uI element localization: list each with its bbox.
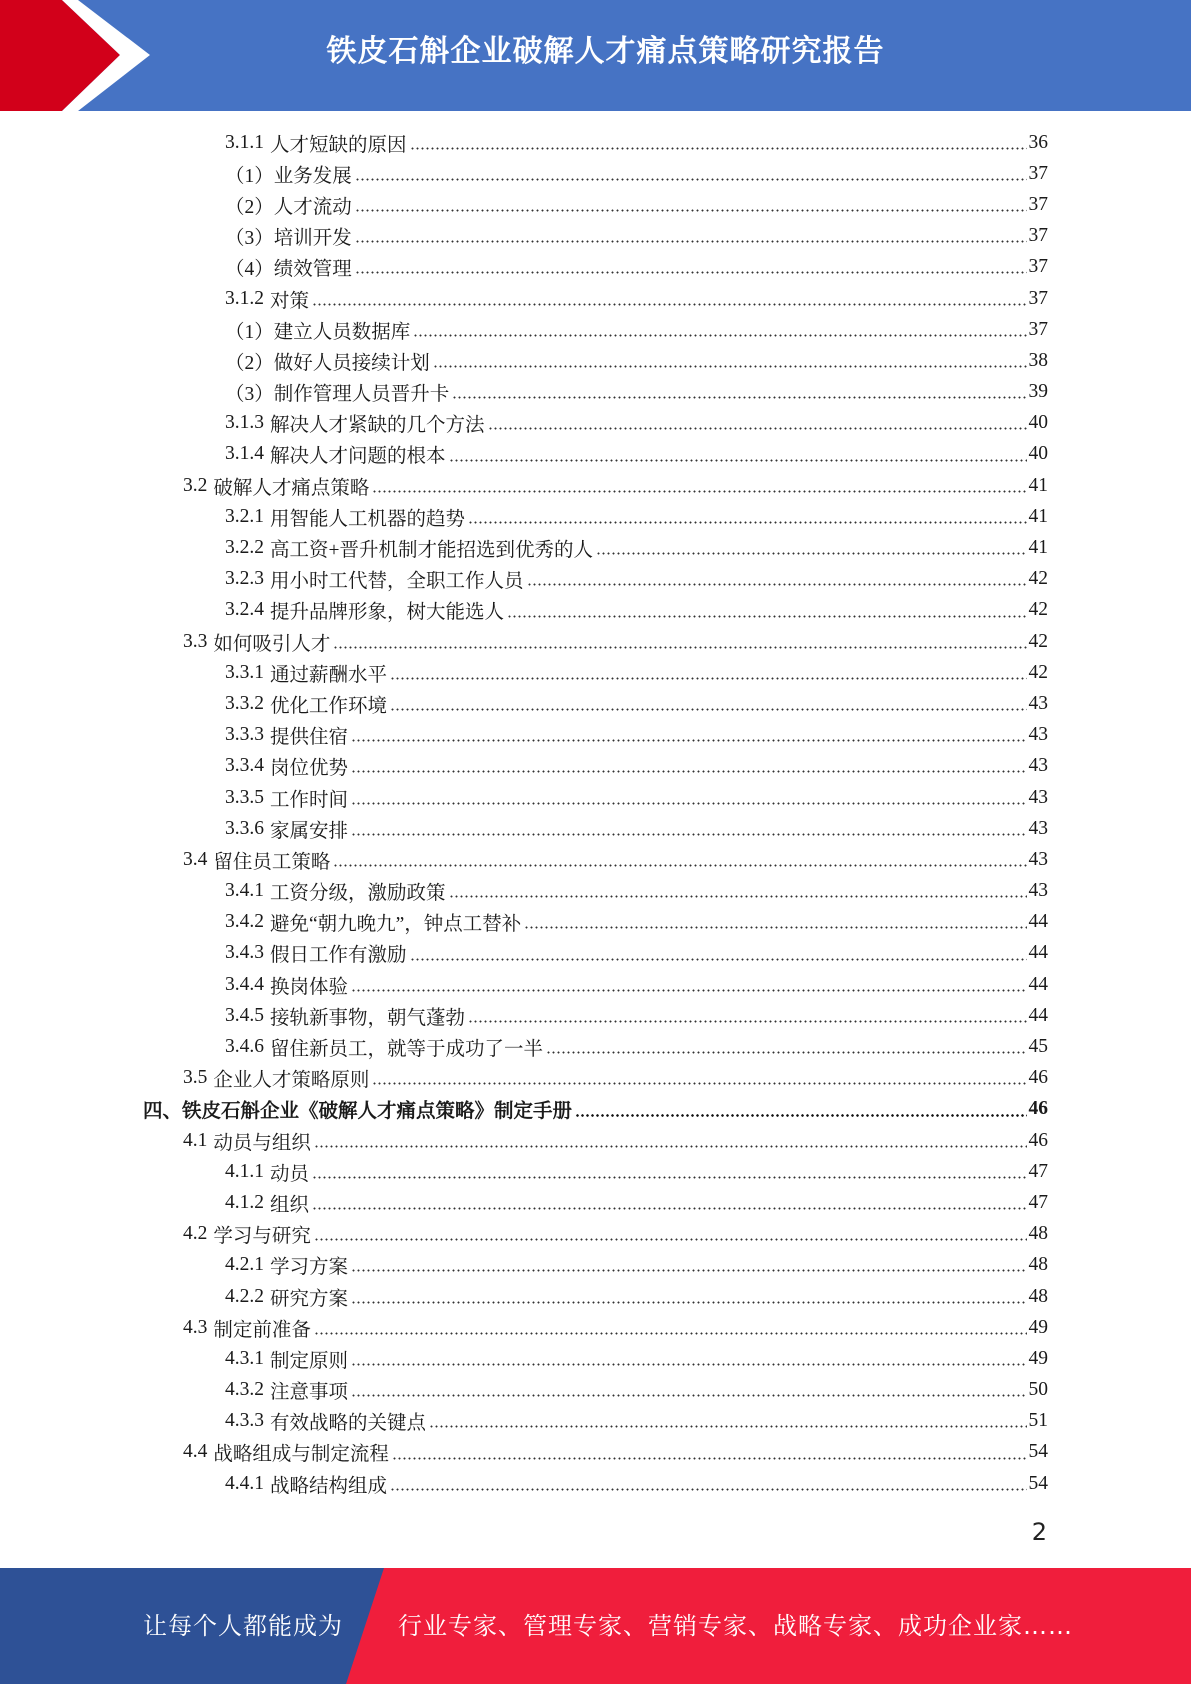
toc-leader-dots <box>468 1017 1026 1025</box>
toc-entry[interactable] <box>0 564 1191 595</box>
toc-leader-dots <box>355 175 1027 183</box>
toc-entry-title: 做好人员接续计划 <box>273 352 430 374</box>
footer-slogan-right: 行业专家、管理专家、营销专家、战略专家、成功企业家…… <box>398 1612 1073 1640</box>
toc-entry-page: 46 <box>1028 1098 1048 1120</box>
toc-entry[interactable] <box>0 1406 1191 1437</box>
toc-entry-page: 43 <box>1028 724 1048 746</box>
toc-entry-title: 组织 <box>270 1194 310 1216</box>
toc-leader-dots <box>333 862 1026 870</box>
toc-entry-title: 四、铁皮石斛企业《破解人才痛点策略》制定手册 <box>143 1101 573 1123</box>
toc-leader-dots <box>524 924 1026 932</box>
toc-leader-dots <box>351 737 1026 745</box>
toc-entry-page: 43 <box>1028 848 1048 870</box>
toc-entry-number: 3.1.2 <box>225 287 264 309</box>
toc-entry-page: 48 <box>1028 1285 1048 1307</box>
toc-entry-number: 3.3.6 <box>225 817 264 839</box>
toc-entry[interactable] <box>0 938 1191 969</box>
toc-entry-title: 提升品牌形象，树大能选人 <box>270 602 505 624</box>
toc-leader-dots <box>575 1111 1026 1119</box>
toc-entry-title: 假日工作有激励 <box>270 945 407 967</box>
toc-entry-page: 38 <box>1028 349 1048 371</box>
toc-entry-page: 45 <box>1028 1036 1048 1058</box>
toc-entry-title: 人才流动 <box>273 196 352 218</box>
toc-entry-title: 优化工作环境 <box>270 695 388 717</box>
toc-entry-page: 37 <box>1028 256 1048 278</box>
toc-entry-number: 4.1.2 <box>225 1191 264 1213</box>
toc-entry-page: 43 <box>1028 786 1048 808</box>
toc-entry-page: 37 <box>1028 287 1048 309</box>
toc-entry-title: 研究方案 <box>270 1288 349 1310</box>
toc-entry-number: 3.3 <box>183 630 208 652</box>
toc-leader-dots <box>449 456 1027 464</box>
toc-entry-number: 3.2.3 <box>225 568 264 590</box>
toc-leader-dots <box>433 363 1027 371</box>
toc-leader-dots <box>351 1298 1026 1306</box>
toc-entry[interactable] <box>0 127 1191 158</box>
toc-entry-title: 制定前准备 <box>213 1319 311 1341</box>
toc-entry[interactable] <box>0 1187 1191 1218</box>
toc-entry-number: 3.4.1 <box>225 880 264 902</box>
toc-entry-title: 有效战略的关键点 <box>270 1413 427 1435</box>
toc-entry-title: 战略结构组成 <box>270 1475 388 1497</box>
toc-leader-dots <box>468 518 1026 526</box>
toc-entry-number: 4.2.2 <box>225 1285 264 1307</box>
toc-entry-page: 54 <box>1028 1472 1048 1494</box>
page-number: 2 <box>1031 1518 1047 1546</box>
toc-entry-number: 3.5 <box>183 1067 208 1089</box>
toc-entry-page: 43 <box>1028 880 1048 902</box>
toc-leader-dots <box>351 1267 1026 1275</box>
toc-entry[interactable] <box>0 252 1191 283</box>
toc-entry-number: 3.3.3 <box>225 724 264 746</box>
toc-leader-dots <box>527 581 1027 589</box>
toc-entry-title: 培训开发 <box>273 228 352 250</box>
footer-slogan-left: 让每个人都能成为 <box>143 1612 343 1640</box>
toc-entry[interactable] <box>0 1000 1191 1031</box>
toc-entry[interactable] <box>0 813 1191 844</box>
page-header <box>0 0 1191 111</box>
toc-entry-title: 人才短缺的原因 <box>270 134 407 156</box>
toc-entry[interactable] <box>0 1250 1191 1281</box>
toc-leader-dots <box>449 893 1027 901</box>
toc-entry-number: （1） <box>225 165 274 187</box>
toc-entry-number: （3） <box>225 384 274 406</box>
toc-entry-number: 3.4.4 <box>225 973 264 995</box>
toc-entry[interactable] <box>0 1063 1191 1094</box>
toc-entry-title: 家属安排 <box>270 820 349 842</box>
toc-entry-title: 工作时间 <box>270 789 349 811</box>
toc-entry-page: 44 <box>1028 911 1048 933</box>
table-of-contents <box>0 127 1191 1499</box>
toc-entry-title: 避免“朝九晚九”，钟点工替补 <box>270 914 522 936</box>
toc-entry-number: （1） <box>225 321 274 343</box>
toc-leader-dots <box>351 1361 1026 1369</box>
toc-entry-number: 4.3.2 <box>225 1379 264 1401</box>
toc-leader-dots <box>312 300 1026 308</box>
toc-leader-dots <box>314 1142 1027 1150</box>
toc-leader-dots <box>351 768 1026 776</box>
toc-leader-dots <box>429 1423 1026 1431</box>
toc-leader-dots <box>333 643 1026 651</box>
document-title: 铁皮石斛企业破解人才痛点策略研究报告 <box>326 34 885 69</box>
toc-entry-page: 40 <box>1028 443 1048 465</box>
toc-entry-title: 制定原则 <box>270 1350 349 1372</box>
toc-entry[interactable] <box>0 470 1191 501</box>
toc-entry-number: 3.1.1 <box>225 131 264 153</box>
toc-leader-dots <box>355 269 1027 277</box>
toc-entry[interactable] <box>0 751 1191 782</box>
toc-entry-title: 解决人才问题的根本 <box>270 446 446 468</box>
toc-leader-dots <box>351 830 1026 838</box>
toc-entry-number: 4.3.3 <box>225 1410 264 1432</box>
toc-entry-title: 解决人才紧缺的几个方法 <box>270 415 485 437</box>
toc-leader-dots <box>390 674 1026 682</box>
toc-entry-page: 43 <box>1028 692 1048 714</box>
toc-entry-number: 3.2 <box>183 474 208 496</box>
toc-entry-page: 44 <box>1028 942 1048 964</box>
toc-entry[interactable] <box>0 782 1191 813</box>
toc-entry[interactable] <box>0 1156 1191 1187</box>
toc-leader-dots <box>507 612 1026 620</box>
toc-entry-title: 高工资+晋升机制才能招选到优秀的人 <box>270 540 593 562</box>
toc-entry[interactable] <box>0 1281 1191 1312</box>
toc-entry-title: 岗位优势 <box>270 758 349 780</box>
toc-entry[interactable] <box>0 1031 1191 1062</box>
toc-entry-number: 3.4 <box>183 848 208 870</box>
toc-entry-title: 工资分级，激励政策 <box>270 883 446 905</box>
toc-entry[interactable] <box>0 688 1191 719</box>
toc-entry-title: 提供住宿 <box>270 727 349 749</box>
toc-entry-title: 破解人才痛点策略 <box>213 477 370 499</box>
toc-entry-page: 51 <box>1028 1410 1048 1432</box>
toc-entry-page: 37 <box>1028 193 1048 215</box>
toc-entry-title: 注意事项 <box>270 1382 349 1404</box>
toc-entry-number: 4.2 <box>183 1223 208 1245</box>
toc-leader-dots <box>452 394 1026 402</box>
toc-entry-number: 4.4.1 <box>225 1472 264 1494</box>
toc-entry-number: 4.2.1 <box>225 1254 264 1276</box>
toc-entry[interactable] <box>0 283 1191 314</box>
toc-entry-title: 绩效管理 <box>273 259 352 281</box>
toc-entry-title: 留住新员工，就等于成功了一半 <box>270 1039 544 1061</box>
toc-entry-title: 用小时工代替，全职工作人员 <box>270 571 524 593</box>
toc-entry-number: 3.1.4 <box>225 443 264 465</box>
toc-entry[interactable] <box>0 377 1191 408</box>
toc-leader-dots <box>410 144 1027 152</box>
toc-entry-title: 动员与组织 <box>213 1132 311 1154</box>
toc-entry-number: 4.3 <box>183 1316 208 1338</box>
toc-entry-title: 动员 <box>270 1163 310 1185</box>
toc-entry-page: 43 <box>1028 755 1048 777</box>
toc-entry-number: 3.2.4 <box>225 599 264 621</box>
toc-entry[interactable] <box>0 408 1191 439</box>
toc-entry-page: 42 <box>1028 568 1048 590</box>
toc-entry-page: 42 <box>1028 661 1048 683</box>
toc-entry-page: 49 <box>1028 1347 1048 1369</box>
toc-entry[interactable] <box>0 969 1191 1000</box>
toc-entry-page: 44 <box>1028 973 1048 995</box>
toc-entry[interactable] <box>0 876 1191 907</box>
toc-entry-page: 50 <box>1028 1379 1048 1401</box>
toc-entry[interactable] <box>0 595 1191 626</box>
toc-entry-page: 37 <box>1028 162 1048 184</box>
toc-entry-title: 企业人才策略原则 <box>213 1070 370 1092</box>
toc-entry-title: 通过薪酬水平 <box>270 664 388 686</box>
toc-entry-page: 49 <box>1028 1316 1048 1338</box>
toc-entry[interactable] <box>0 1312 1191 1343</box>
toc-entry-title: 接轨新事物，朝气蓬勃 <box>270 1007 466 1029</box>
toc-leader-dots <box>314 1329 1027 1337</box>
toc-entry-page: 46 <box>1028 1067 1048 1089</box>
toc-leader-dots <box>390 1485 1026 1493</box>
toc-entry-number: 3.1.3 <box>225 412 264 434</box>
toc-entry[interactable] <box>0 189 1191 220</box>
toc-entry[interactable] <box>0 314 1191 345</box>
toc-entry-title: 学习方案 <box>270 1257 349 1279</box>
toc-leader-dots <box>372 1080 1026 1088</box>
toc-entry[interactable] <box>0 1468 1191 1499</box>
toc-entry-page: 36 <box>1028 131 1048 153</box>
toc-entry-title: 制作管理人员晋升卡 <box>273 384 450 406</box>
toc-leader-dots <box>312 1205 1026 1213</box>
toc-entry[interactable] <box>0 1343 1191 1374</box>
toc-entry-title: 业务发展 <box>273 165 352 187</box>
toc-entry-number: 4.3.1 <box>225 1347 264 1369</box>
toc-entry[interactable] <box>0 844 1191 875</box>
toc-entry-number: 3.3.1 <box>225 661 264 683</box>
toc-entry-page: 43 <box>1028 817 1048 839</box>
toc-entry-page: 48 <box>1028 1254 1048 1276</box>
toc-entry[interactable] <box>0 158 1191 189</box>
toc-leader-dots <box>351 799 1026 807</box>
toc-entry[interactable] <box>0 532 1191 563</box>
toc-entry-page: 46 <box>1028 1129 1048 1151</box>
toc-entry-number: 3.4.3 <box>225 942 264 964</box>
toc-entry-number: 3.2.1 <box>225 505 264 527</box>
toc-leader-dots <box>314 1236 1027 1244</box>
toc-entry[interactable] <box>0 720 1191 751</box>
toc-leader-dots <box>392 1454 1027 1462</box>
toc-entry-page: 47 <box>1028 1160 1048 1182</box>
toc-entry[interactable] <box>0 657 1191 688</box>
toc-entry[interactable] <box>0 907 1191 938</box>
toc-leader-dots <box>355 207 1027 215</box>
toc-entry-page: 48 <box>1028 1223 1048 1245</box>
toc-entry[interactable] <box>0 1375 1191 1406</box>
toc-entry-page: 41 <box>1028 474 1048 496</box>
toc-entry-number: 3.4.2 <box>225 911 264 933</box>
toc-entry-number: （2） <box>225 352 274 374</box>
toc-entry-number: （4） <box>225 259 274 281</box>
toc-entry-page: 47 <box>1028 1191 1048 1213</box>
toc-entry[interactable] <box>0 501 1191 532</box>
toc-entry-page: 41 <box>1028 505 1048 527</box>
toc-entry-page: 42 <box>1028 630 1048 652</box>
toc-entry-number: 3.3.5 <box>225 786 264 808</box>
toc-entry-page: 37 <box>1028 318 1048 340</box>
toc-leader-dots <box>413 331 1026 339</box>
toc-entry-number: 3.2.2 <box>225 537 264 559</box>
toc-entry-page: 54 <box>1028 1441 1048 1463</box>
toc-entry-title: 换岗体验 <box>270 976 349 998</box>
toc-entry-page: 44 <box>1028 1004 1048 1026</box>
toc-entry-page: 42 <box>1028 599 1048 621</box>
toc-entry-page: 37 <box>1028 225 1048 247</box>
toc-leader-dots <box>596 550 1027 558</box>
toc-entry-number: 4.1 <box>183 1129 208 1151</box>
toc-leader-dots <box>372 487 1026 495</box>
toc-entry-page: 39 <box>1028 381 1048 403</box>
toc-entry-title: 留住员工策略 <box>213 851 331 873</box>
page-footer <box>0 1568 1191 1684</box>
toc-entry[interactable] <box>0 1094 1191 1125</box>
toc-leader-dots <box>351 986 1026 994</box>
toc-entry-number: （3） <box>225 228 274 250</box>
toc-leader-dots <box>488 425 1027 433</box>
toc-leader-dots <box>312 1173 1026 1181</box>
toc-entry-title: 建立人员数据库 <box>273 321 411 343</box>
toc-entry-number: 4.4 <box>183 1441 208 1463</box>
toc-entry-number: 4.1.1 <box>225 1160 264 1182</box>
toc-leader-dots <box>355 238 1027 246</box>
toc-entry-number: （2） <box>225 196 274 218</box>
toc-entry-page: 41 <box>1028 537 1048 559</box>
toc-entry[interactable] <box>0 626 1191 657</box>
toc-entry-title: 学习与研究 <box>213 1226 311 1248</box>
toc-entry-number: 3.3.4 <box>225 755 264 777</box>
toc-entry-number: 3.4.5 <box>225 1004 264 1026</box>
toc-entry[interactable] <box>0 345 1191 376</box>
toc-entry-number: 3.4.6 <box>225 1036 264 1058</box>
toc-entry[interactable] <box>0 1125 1191 1156</box>
toc-entry[interactable] <box>0 221 1191 252</box>
toc-entry[interactable] <box>0 439 1191 470</box>
toc-entry-title: 用智能人工机器的趋势 <box>270 508 466 530</box>
toc-entry-page: 40 <box>1028 412 1048 434</box>
toc-entry-number: 3.3.2 <box>225 692 264 714</box>
toc-entry[interactable] <box>0 1437 1191 1468</box>
toc-leader-dots <box>351 1392 1026 1400</box>
toc-entry-title: 战略组成与制定流程 <box>213 1444 389 1466</box>
toc-entry-title: 对策 <box>270 290 310 312</box>
toc-leader-dots <box>390 706 1026 714</box>
toc-leader-dots <box>546 1049 1026 1057</box>
toc-leader-dots <box>410 955 1027 963</box>
toc-entry[interactable] <box>0 1219 1191 1250</box>
toc-entry-title: 如何吸引人才 <box>213 633 331 655</box>
